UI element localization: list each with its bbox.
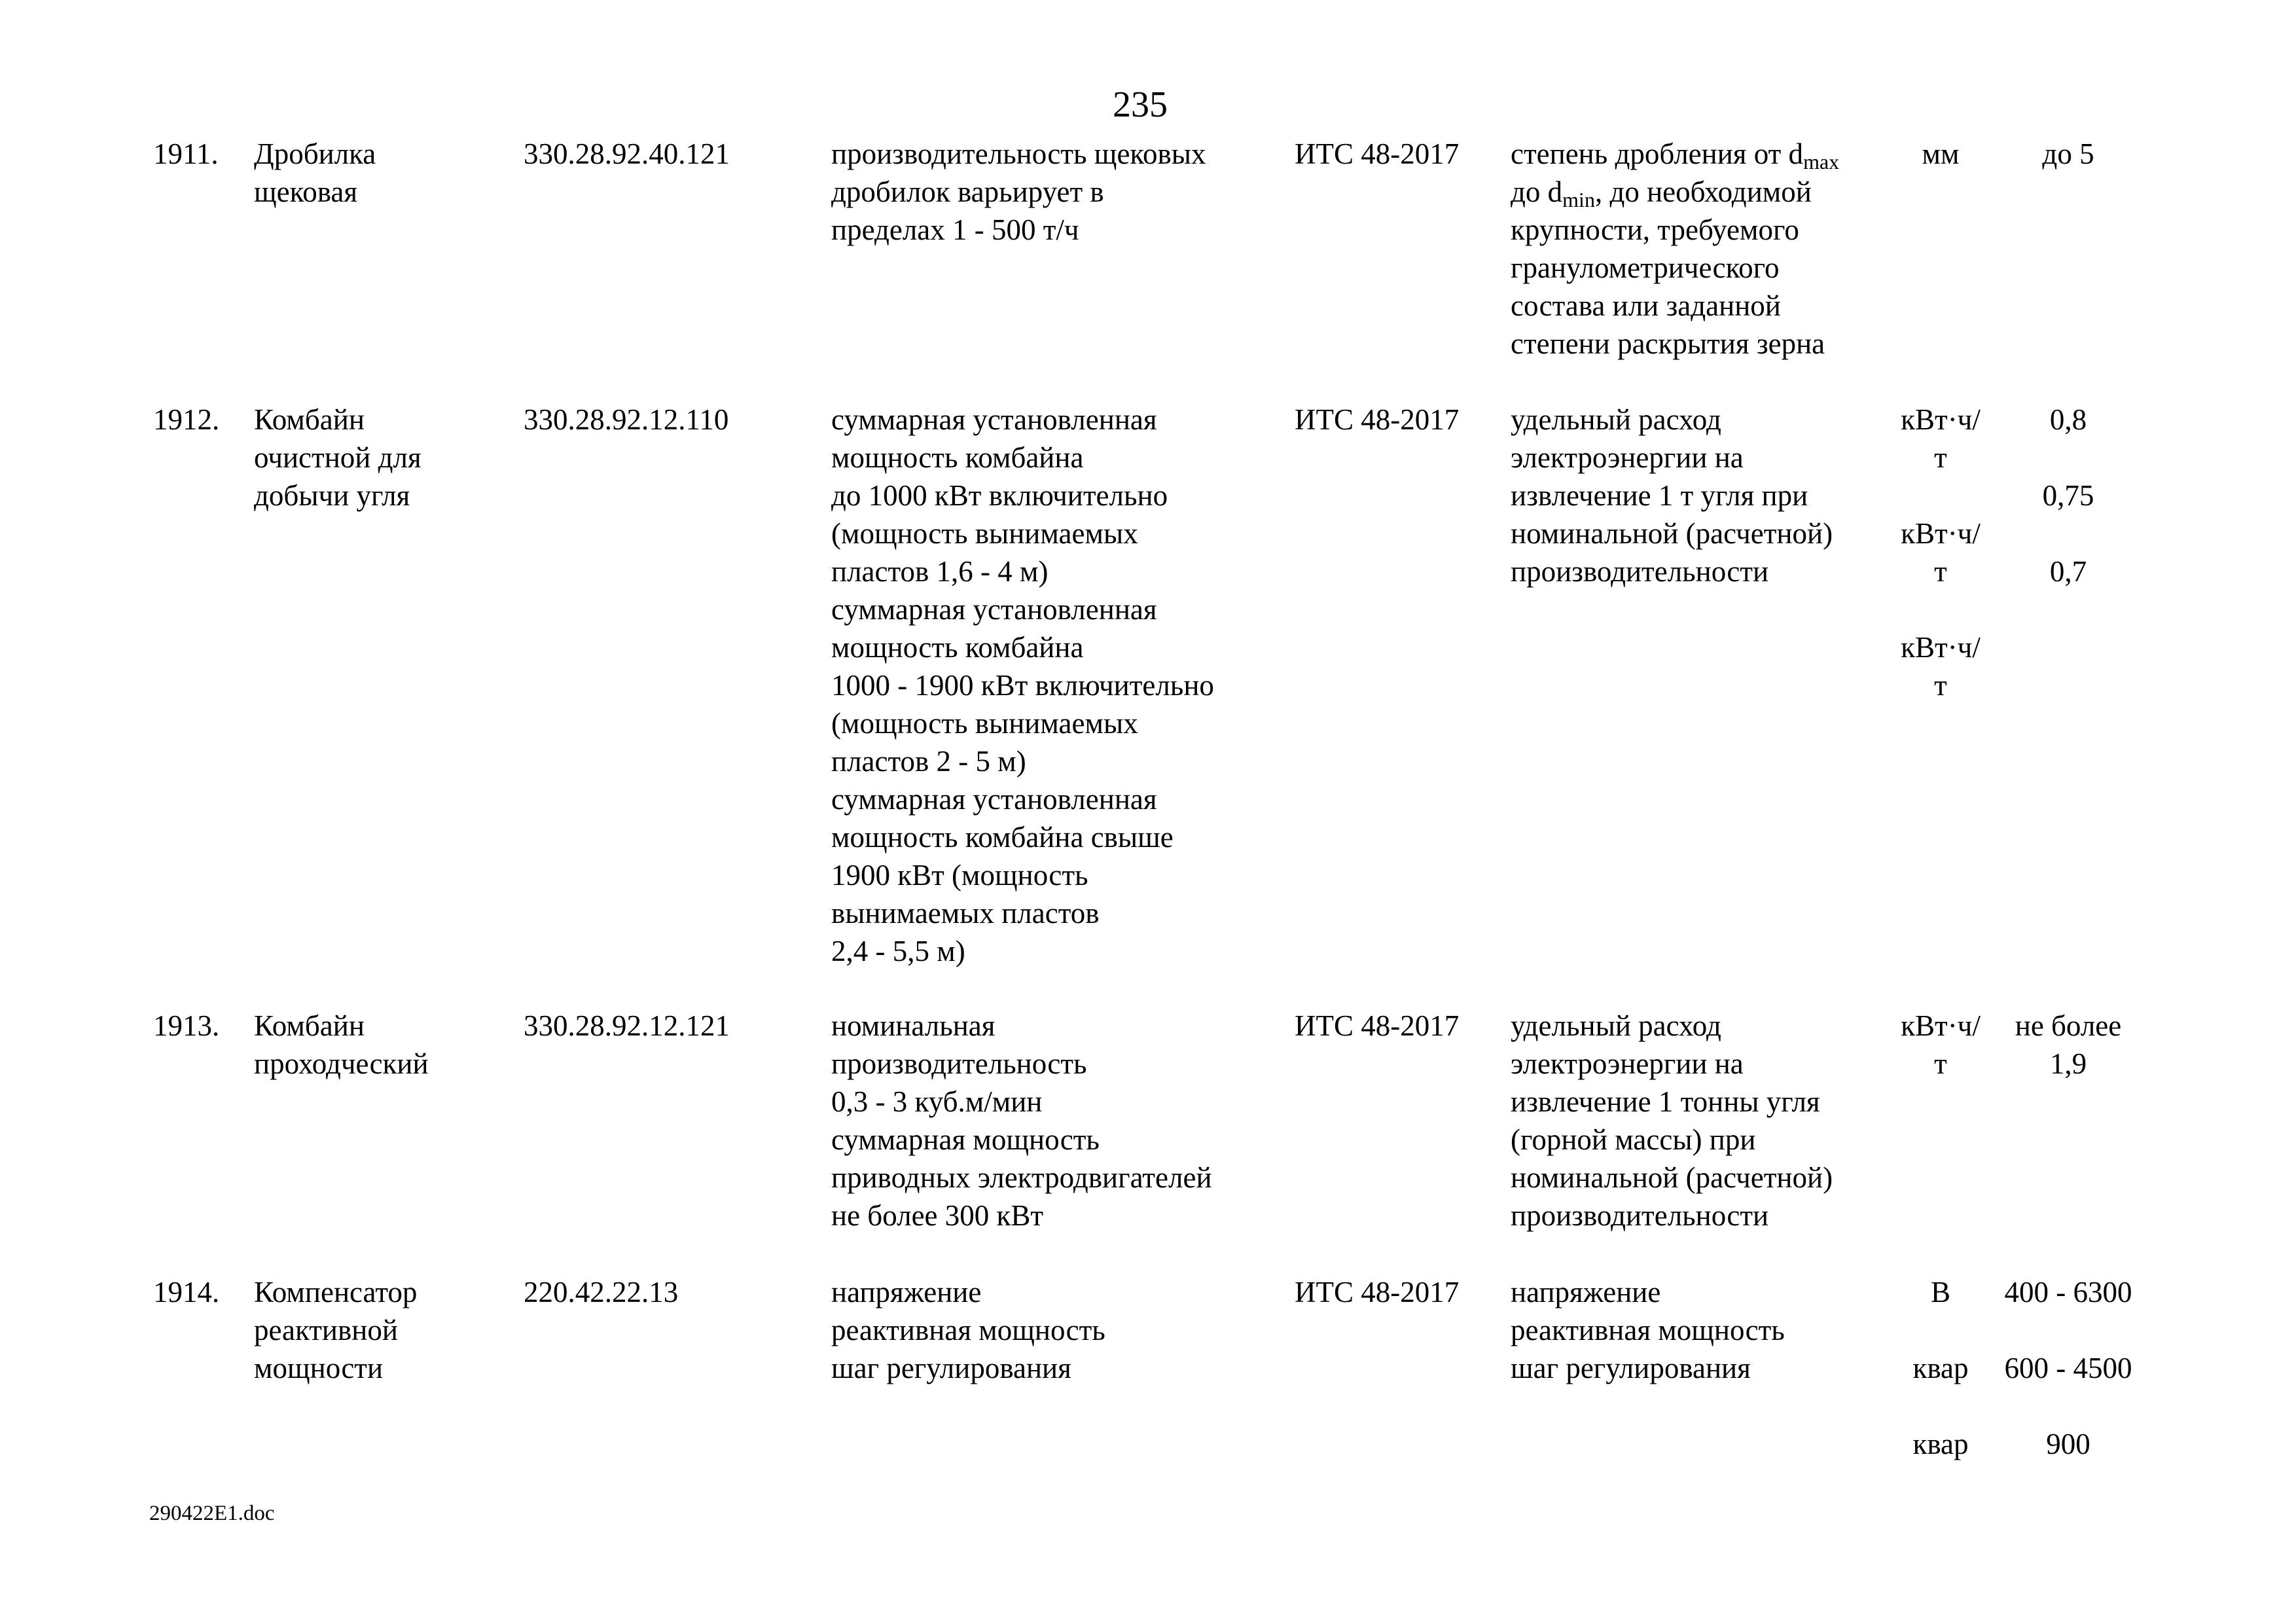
its-reference: ИТС 48-2017 bbox=[1295, 1009, 1460, 1042]
unit: кВт·ч/ т кВт·ч/ т кВт·ч/ т bbox=[1901, 403, 1981, 702]
characteristic: номинальная производительность 0,3 - 3 куб.м/мин суммарная мощность приводных электродвигателей не более 300 кВт bbox=[831, 1009, 1212, 1232]
page-number: 235 bbox=[1113, 84, 1168, 125]
unit: мм bbox=[1922, 137, 1960, 170]
equipment-name: Комбайн проходческий bbox=[254, 1009, 429, 1080]
equipment-name: Компенсатор реактивной мощности bbox=[254, 1276, 418, 1384]
value: 400 - 6300 600 - 4500 900 bbox=[2004, 1276, 2132, 1460]
characteristic: напряжение реактивная мощность шаг регулирования bbox=[831, 1276, 1105, 1384]
row-number: 1914. bbox=[153, 1276, 220, 1308]
okpd-code: 220.42.22.13 bbox=[524, 1276, 679, 1308]
value: до 5 bbox=[2042, 137, 2094, 170]
characteristic: производительность щековых дробилок варьирует в пределах 1 - 500 т/ч bbox=[831, 137, 1206, 246]
equipment-name: Комбайн очистной для добычи угля bbox=[254, 403, 422, 512]
its-reference: ИТС 48-2017 bbox=[1295, 1276, 1460, 1308]
footer-filename: 290422E1.doc bbox=[149, 1502, 275, 1525]
unit: кВт·ч/ т bbox=[1901, 1009, 1981, 1080]
indicator bbox=[1511, 135, 1916, 363]
indicator-text: , до необходимой крупности, требуемого гранулометрического состава или заданной степени раскрытия зерна bbox=[1511, 175, 1825, 360]
okpd-code: 330.28.92.40.121 bbox=[524, 137, 730, 170]
indicator: напряжение реактивная мощность шаг регулирования bbox=[1511, 1276, 1785, 1384]
value: 0,8 0,75 0,7 bbox=[2042, 403, 2094, 588]
its-reference: ИТС 48-2017 bbox=[1295, 403, 1460, 436]
indicator: удельный расход электроэнергии на извлечение 1 т угля при номинальной (расчетной) производительности bbox=[1511, 403, 1833, 588]
unit: В квар квар bbox=[1912, 1276, 1969, 1460]
row-number: 1911. bbox=[153, 137, 219, 170]
characteristic: суммарная установленная мощность комбайна до 1000 кВт включительно (мощность вынимаемых пластов 1,6 - 4 м) суммарная установленная мощность комбайна 1000 - 1900 кВт включительно (мощность вынимаемых пластов 2 - 5 м) суммарная установленная мощность комбайна свыше 1900 кВт (мощность вынимаемых пластов 2,4 - 5,5 м) bbox=[831, 403, 1214, 967]
value: не более 1,9 bbox=[2015, 1009, 2122, 1080]
indicator-text: до d bbox=[1511, 175, 1563, 208]
okpd-code: 330.28.92.12.110 bbox=[524, 403, 729, 436]
indicator-subscript-min: min bbox=[1562, 188, 1595, 211]
equipment-name: Дробилка щековая bbox=[254, 137, 376, 208]
its-reference: ИТС 48-2017 bbox=[1295, 137, 1460, 170]
row-number: 1913. bbox=[153, 1009, 220, 1042]
row-number: 1912. bbox=[153, 403, 220, 436]
indicator: удельный расход электроэнергии на извлечение 1 тонны угля (горной массы) при номинальной (расчетной) производительности bbox=[1511, 1009, 1833, 1232]
okpd-code: 330.28.92.12.121 bbox=[524, 1009, 730, 1042]
indicator-subscript-max: max bbox=[1803, 150, 1840, 173]
indicator-text: степень дробления от d bbox=[1511, 137, 1804, 170]
